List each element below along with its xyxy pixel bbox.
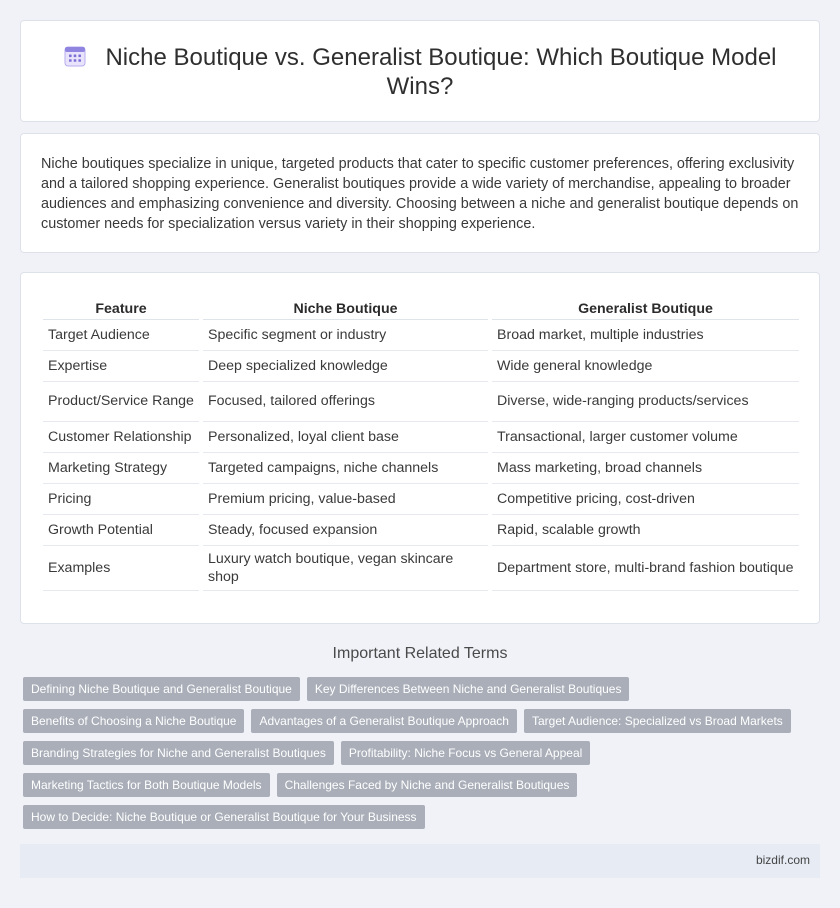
related-term-tag[interactable]: Key Differences Between Niche and Generalist Boutiques — [307, 677, 630, 701]
table-header-row — [43, 295, 799, 319]
table-row — [43, 350, 799, 381]
header-generalist: Generalist Boutique — [490, 295, 799, 319]
cell-niche: Focused, tailored offerings — [201, 381, 490, 421]
table-row — [43, 514, 799, 545]
tag-row — [23, 677, 813, 709]
related-term-tag[interactable]: Marketing Tactics for Both Boutique Models — [23, 773, 270, 797]
cell-generalist: Rapid, scalable growth — [490, 514, 799, 545]
cell-generalist: Broad market, multiple industries — [490, 319, 799, 350]
related-term-tag[interactable]: Branding Strategies for Niche and Generalist Boutiques — [23, 741, 334, 765]
cell-feature: Product/Service Range — [43, 381, 201, 421]
intro-paragraph: Niche boutiques specialize in unique, targeted products that cater to specific customer preferences, offering exclusivity and a tailored shopping experience. Generalist boutiques provide a wide variety of merchandise, appealing to broader audiences and emphasizing convenience and diversity. Choosing between a niche and generalist boutique depends on customer needs for specialization versus variety in their shopping experience. — [41, 156, 799, 232]
cell-feature: Marketing Strategy — [43, 452, 201, 483]
cell-niche: Specific segment or industry — [201, 319, 490, 350]
cell-feature: Target Audience — [43, 319, 201, 350]
cell-feature: Expertise — [43, 350, 201, 381]
tag-row — [23, 709, 813, 741]
table-row — [43, 452, 799, 483]
cell-niche: Luxury watch boutique, vegan skincare shop — [201, 545, 490, 590]
footer-bar — [20, 844, 820, 878]
page-title-wrap — [21, 43, 819, 101]
header-niche: Niche Boutique — [201, 295, 490, 319]
related-terms-list — [23, 677, 813, 837]
related-term-tag[interactable]: Advantages of a Generalist Boutique Approach — [251, 709, 517, 733]
page-title: Niche Boutique vs. Generalist Boutique: Which Boutique Model Wins? — [105, 44, 777, 100]
table-row — [43, 319, 799, 350]
comparison-table — [43, 295, 799, 591]
related-term-tag[interactable]: Benefits of Choosing a Niche Boutique — [23, 709, 244, 733]
related-term-tag[interactable]: Defining Niche Boutique and Generalist Boutique — [23, 677, 300, 701]
cell-generalist: Transactional, larger customer volume — [490, 421, 799, 452]
cell-niche: Personalized, loyal client base — [201, 421, 490, 452]
cell-generalist: Mass marketing, broad channels — [490, 452, 799, 483]
tag-row — [23, 773, 813, 805]
comparison-table-card — [20, 272, 820, 624]
table-row — [43, 381, 799, 421]
footer-site-link[interactable]: bizdif.com — [755, 853, 810, 867]
cell-generalist: Diverse, wide-ranging products/services — [490, 381, 799, 421]
related-term-tag[interactable]: Profitability: Niche Focus vs General Appeal — [341, 741, 590, 765]
cell-feature: Customer Relationship — [43, 421, 201, 452]
cell-generalist: Department store, multi-brand fashion boutique — [490, 545, 799, 590]
cell-feature: Growth Potential — [43, 514, 201, 545]
tag-row — [23, 741, 813, 773]
cell-niche: Premium pricing, value-based — [201, 483, 490, 514]
cell-niche: Targeted campaigns, niche channels — [201, 452, 490, 483]
cell-niche: Steady, focused expansion — [201, 514, 490, 545]
table-row — [43, 483, 799, 514]
calendar-grid-icon — [63, 44, 87, 68]
tag-row — [23, 805, 813, 837]
related-terms-heading: Important Related Terms — [332, 645, 508, 662]
table-row — [43, 421, 799, 452]
header-feature: Feature — [43, 295, 201, 319]
table-row — [43, 545, 799, 590]
cell-generalist: Competitive pricing, cost-driven — [490, 483, 799, 514]
cell-niche: Deep specialized knowledge — [201, 350, 490, 381]
cell-generalist: Wide general knowledge — [490, 350, 799, 381]
title-card — [20, 20, 820, 122]
related-term-tag[interactable]: Target Audience: Specialized vs Broad Markets — [524, 709, 791, 733]
related-term-tag[interactable]: Challenges Faced by Niche and Generalist Boutiques — [277, 773, 578, 797]
intro-card — [20, 133, 820, 253]
cell-feature: Examples — [43, 545, 201, 590]
related-term-tag[interactable]: How to Decide: Niche Boutique or Generalist Boutique for Your Business — [23, 805, 425, 829]
cell-feature: Pricing — [43, 483, 201, 514]
